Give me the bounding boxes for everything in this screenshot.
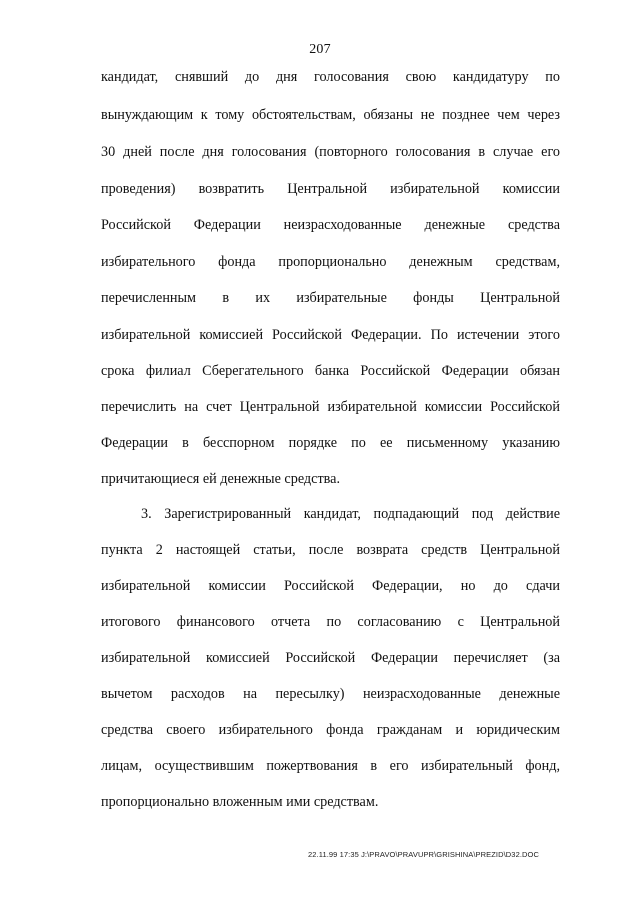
text-line: итогового финансового отчета по согласованию с Центральной <box>101 614 560 630</box>
text-line: проведения) возвратить Центральной избирательной комиссии <box>101 181 560 197</box>
text-line: перечисленным в их избирательные фонды Центральной <box>101 290 560 306</box>
text-line: средства своего избирательного фонда гражданам и юридическим <box>101 722 560 738</box>
text-line: 30 дней после дня голосования (повторного голосования в случае его <box>101 144 560 160</box>
text-line: лицам, осуществившим пожертвования в его избирательный фонд, <box>101 758 560 774</box>
text-line: избирательной комиссией Российской Федерации перечисляет (за <box>101 650 560 666</box>
text-line: 3. Зарегистрированный кандидат, подпадающий под действие <box>141 506 560 522</box>
text-line: перечислить на счет Центральной избирательной комиссии Российской <box>101 399 560 415</box>
text-line: причитающиеся ей денежные средства. <box>101 471 340 487</box>
file-path-footer: 22.11.99 17:35 J:\PRAVO\PRAVUPR\GRISHINA\PREZID\D32.DOC <box>308 850 539 859</box>
text-line: вычетом расходов на пересылку) неизрасходованные денежные <box>101 686 560 702</box>
text-line: кандидат, снявший до дня голосования свою кандидатуру по <box>101 69 560 85</box>
text-line: Федерации в бесспорном порядке по ее письменному указанию <box>101 435 560 451</box>
text-line: срока филиал Сберегательного банка Российской Федерации обязан <box>101 363 560 379</box>
text-line: избирательной комиссии Российской Федерации, но до сдачи <box>101 578 560 594</box>
page-number: 207 <box>309 42 331 57</box>
text-line: избирательной комиссией Российской Федерации. По истечении этого <box>101 327 560 343</box>
text-line: пункта 2 настоящей статьи, после возврата средств Центральной <box>101 542 560 558</box>
text-line: избирательного фонда пропорционально денежным средствам, <box>101 254 560 270</box>
text-line: вынуждающим к тому обстоятельствам, обязаны не позднее чем через <box>101 107 560 123</box>
text-line: пропорционально вложенным ими средствам. <box>101 794 379 810</box>
text-line: Российской Федерации неизрасходованные денежные средства <box>101 217 560 233</box>
